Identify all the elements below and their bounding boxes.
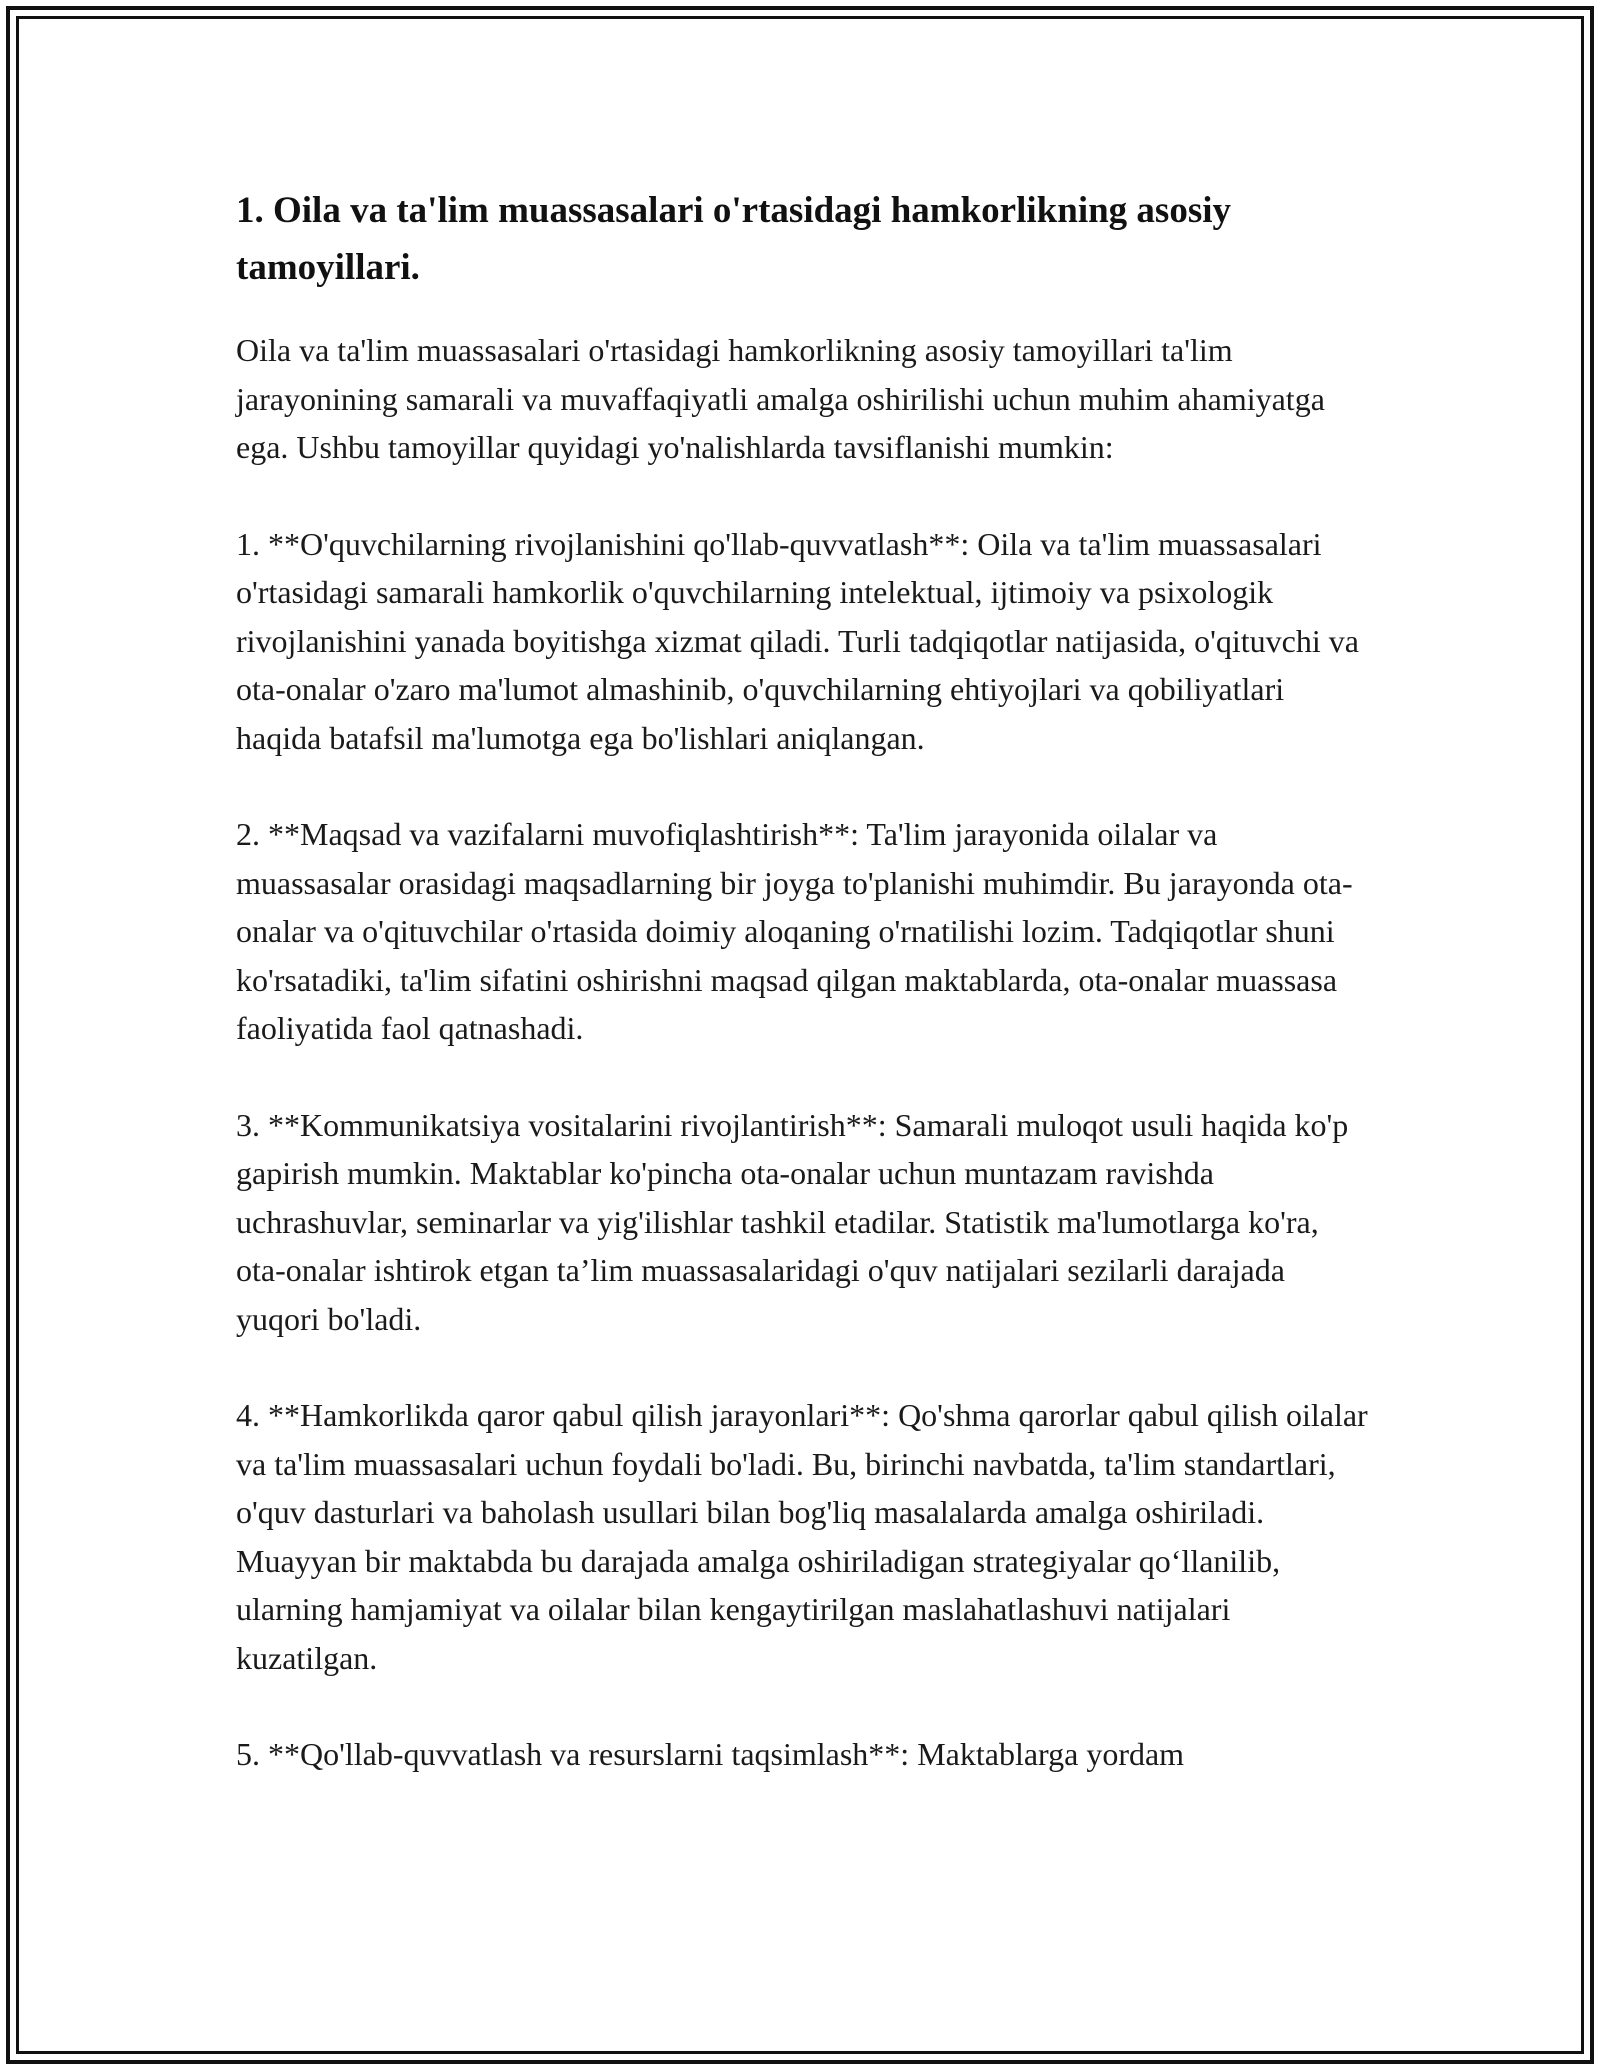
- list-item: 4. **Hamkorlikda qaror qabul qilish jarayonlari**: Qo'shma qarorlar qabul qilish oilalar va ta'lim muassasalari uchun foydali bo'ladi. Bu, birinchi navbatda, ta'lim standartlari, o'quv dasturlari va baholash usullari bilan bog'liq masalalarda amalga oshiriladi. Muayyan bir maktabda bu darajada amalga oshiriladigan strategiyalar qo‘llanilib, ularning hamjamiyat va oilalar bilan kengaytirilgan maslahatlashuvi natijalari kuzatilgan.: [236, 1397, 1368, 1676]
- list-item: 2. **Maqsad va vazifalarni muvofiqlashtirish**: Ta'lim jarayonida oilalar va muassasalar orasidagi maqsadlarning bir joyga to'planishi muhimdir. Bu jarayonda ota-onalar va o'qituvchilar o'rtasida doimiy aloqaning o'rnatilishi lozim. Tadqiqotlar shuni ko'rsatadiki, ta'lim sifatini oshirishni maqsad qilgan maktablarda, ota-onalar muassasa faoliyatida faol qatnashadi.: [236, 816, 1353, 1046]
- list-item: 5. **Qo'llab-quvvatlash va resurslarni taqsimlash**: Maktablarga yordam: [236, 1736, 1185, 1772]
- list-item: 1. **O'quvchilarning rivojlanishini qo'llab-quvvatlash**: Oila va ta'lim muassasalari o'rtasidagi samarali hamkorlik o'quvchilarning intelektual, ijtimoiy va psixologik rivojlanishini yanada boyitishga xizmat qiladi. Turli tadqiqotlar natijasida, o'qituvchi va ota-onalar o'zaro ma'lumot almashinib, o'quvchilarning ehtiyojlari va qobiliyatlari haqida batafsil ma'lumotga ega bo'lishlari aniqlangan.: [236, 525, 1359, 756]
- document-title: 1. Oila va ta'lim muassasalari o'rtasidagi hamkorlikning asosiy tamoyillari.: [236, 190, 1232, 288]
- intro-paragraph: Oila va ta'lim muassasalari o'rtasidagi hamkorlikning asosiy tamoyillari ta'lim jarayonining samarali va muvaffaqiyatli amalga oshirilishi uchun muhim ahamiyatga ega. Ushbu tamoyillar quyidagi yo'nalishlarda tavsiflanishi mumkin:: [236, 332, 1325, 465]
- document-body: [236, 182, 1376, 1827]
- list-item: 3. **Kommunikatsiya vositalarini rivojlantirish**: Samarali muloqot usuli haqida ko'p gapirish mumkin. Maktablar ko'pincha ota-onalar uchun muntazam ravishda uchrashuvlar, seminarlar va yig'ilishlar tashkil etadilar. Statistik ma'lumotlarga ko'ra, ota-onalar ishtirok etgan ta’lim muassasalaridagi o'quv natijalari sezilarli darajada yuqori bo'ladi.: [236, 1106, 1349, 1337]
